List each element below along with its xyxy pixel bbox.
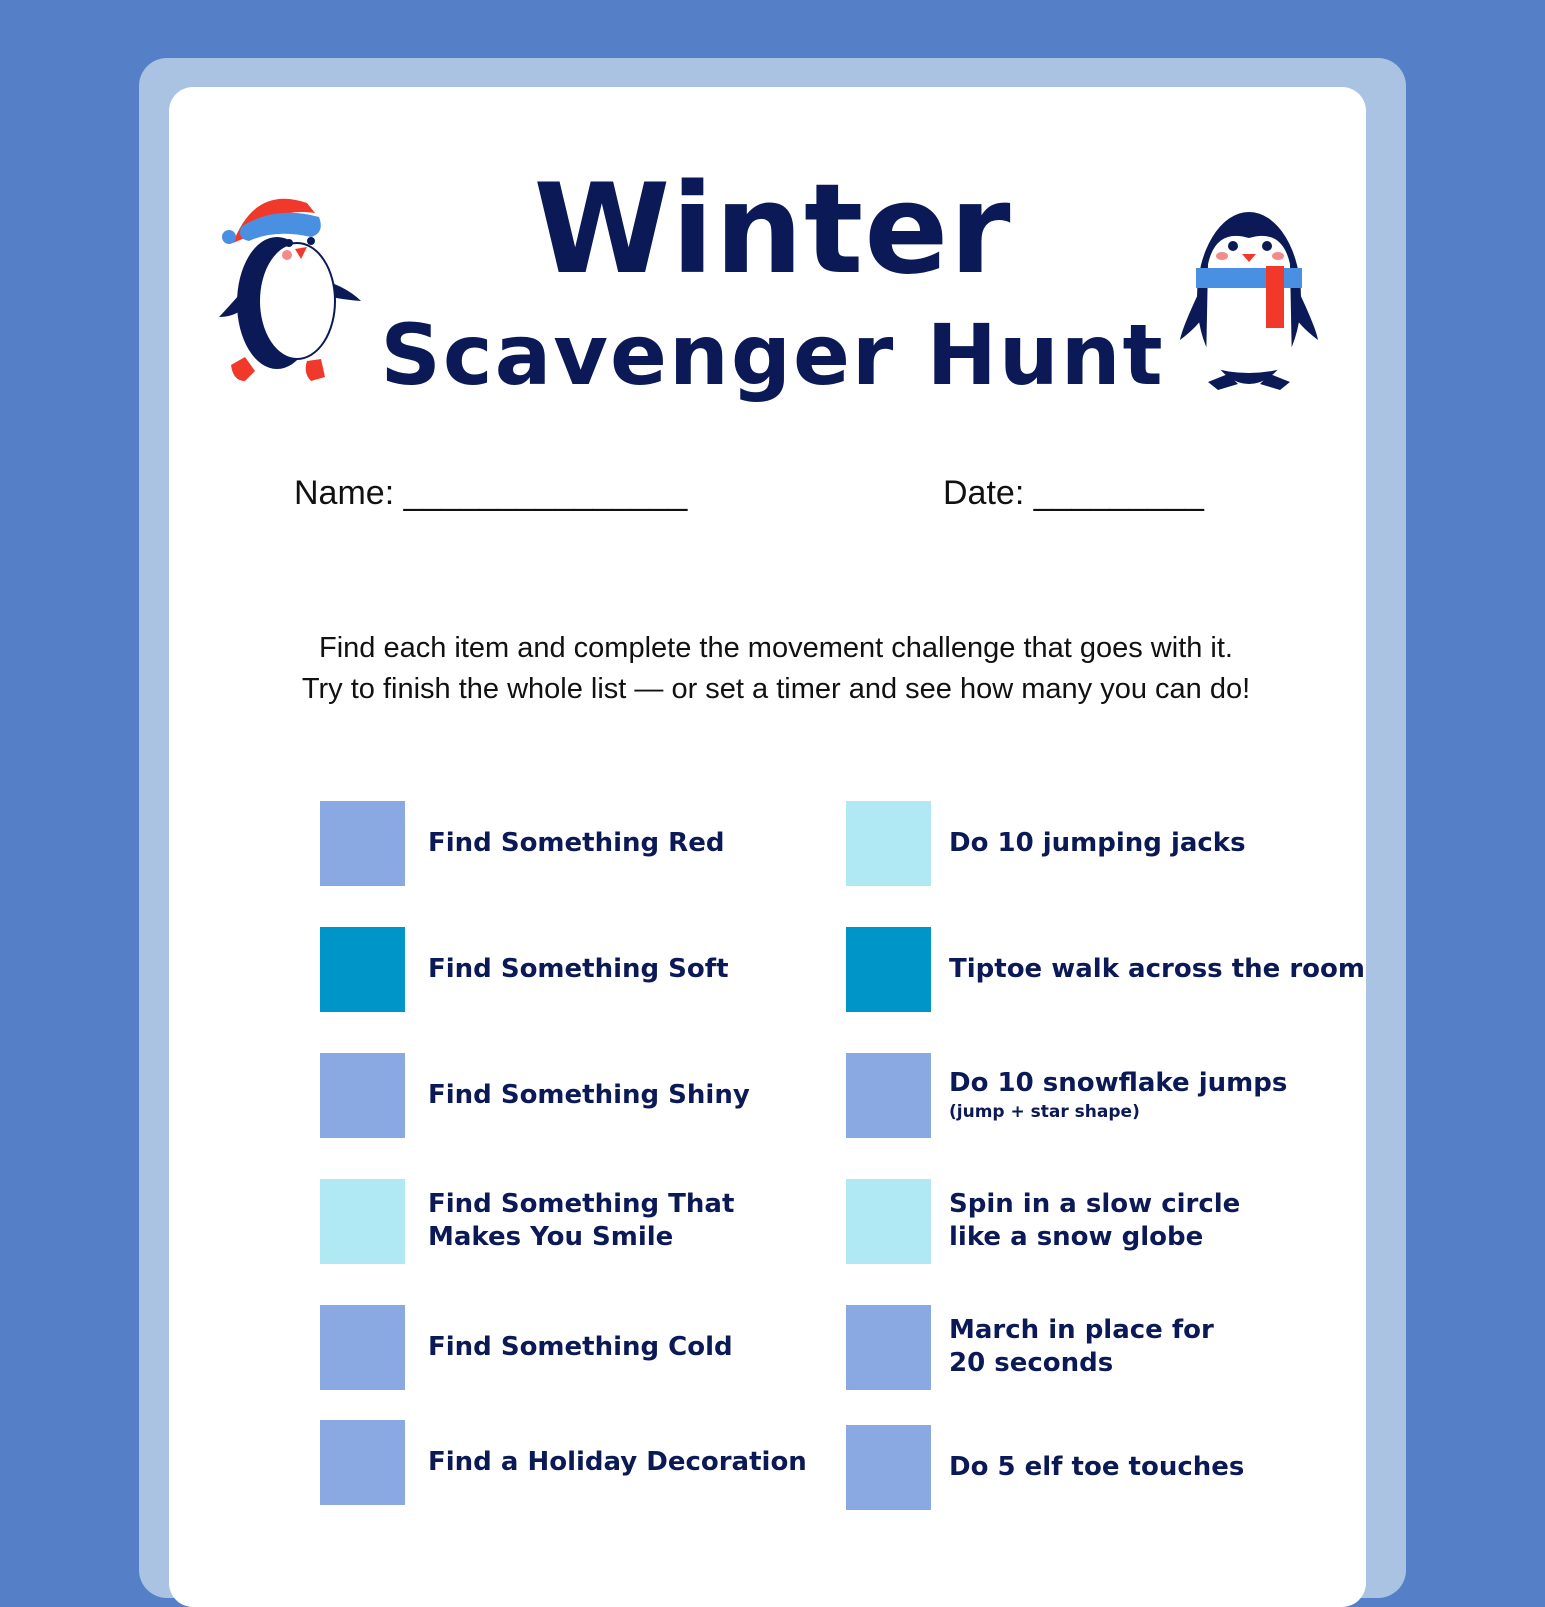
movement_items-label-1-line-1: Do 10 jumping jacks [949,828,1246,858]
movement_items-label-4-line-2: like a snow globe [949,1222,1204,1252]
find_items-label-4-line-1: Find Something That [428,1189,735,1219]
movement_items-label-1 [949,827,1246,860]
movement_items-label-2-line-1: Tiptoe walk across the room [949,954,1365,984]
find_items-label-2-line-1: Find Something Soft [428,954,729,984]
movement_items-label-5 [949,1314,1214,1380]
movement_items-label-2 [949,953,1365,986]
find_items-checkbox-3[interactable] [320,1053,405,1138]
find_items-checkbox-4[interactable] [320,1179,405,1264]
find_items-checkbox-5[interactable] [320,1305,405,1390]
movement_items-checkbox-2[interactable] [846,927,931,1012]
find_items-checkbox-2[interactable] [320,927,405,1012]
movement_items-checkbox-4[interactable] [846,1179,931,1264]
instructions-line-2: Try to finish the whole list — or set a timer and see how many you can do! [301,673,1251,705]
movement_items-checkbox-1[interactable] [846,801,931,886]
movement_items-checkbox-5[interactable] [846,1305,931,1390]
find_items-checkbox-6[interactable] [320,1420,405,1505]
movement_items-label-4 [949,1188,1240,1254]
movement_items-label-4-line-1: Spin in a slow circle [949,1189,1241,1219]
movement_items-label-5-line-1: March in place for [949,1315,1214,1345]
movement_items-note-3: (jump + star shape) [949,1102,1140,1122]
instructions [169,628,1383,710]
movement_items-label-3-line-1: Do 10 snowflake jumps [949,1068,1288,1098]
name-field[interactable]: Name: _______________ [294,474,688,512]
movement_items-checkbox-3[interactable] [846,1053,931,1138]
find_items-checkbox-1[interactable] [320,801,405,886]
find_items-label-6-line-1: Find a Holiday Decoration [428,1447,807,1477]
find_items-label-4-line-2: Makes You Smile [428,1222,674,1252]
find_items-label-3-line-1: Find Something Shiny [428,1080,750,1110]
instructions-line-1: Find each item and complete the movement challenge that goes with it. [318,632,1233,664]
movement_items-label-6-line-1: Do 5 elf toe touches [949,1452,1245,1482]
find_items-label-2 [428,953,729,986]
movement_items-label-3 [949,1067,1287,1124]
date-field[interactable]: Date: _________ [943,474,1204,512]
find_items-label-4 [428,1188,734,1254]
page-subtitle: Scavenger Hunt [380,306,1165,404]
movement_items-label-6 [949,1451,1244,1484]
find_items-label-5 [428,1331,733,1364]
find_items-label-1 [428,827,724,860]
find_items-label-3 [428,1079,750,1112]
find_items-label-6 [428,1446,807,1479]
find_items-label-1-line-1: Find Something Red [428,828,725,858]
find_items-label-5-line-1: Find Something Cold [428,1332,733,1362]
page-title: Winter [533,158,1012,302]
movement_items-checkbox-6[interactable] [846,1425,931,1510]
movement_items-label-5-line-2: 20 seconds [949,1348,1114,1378]
